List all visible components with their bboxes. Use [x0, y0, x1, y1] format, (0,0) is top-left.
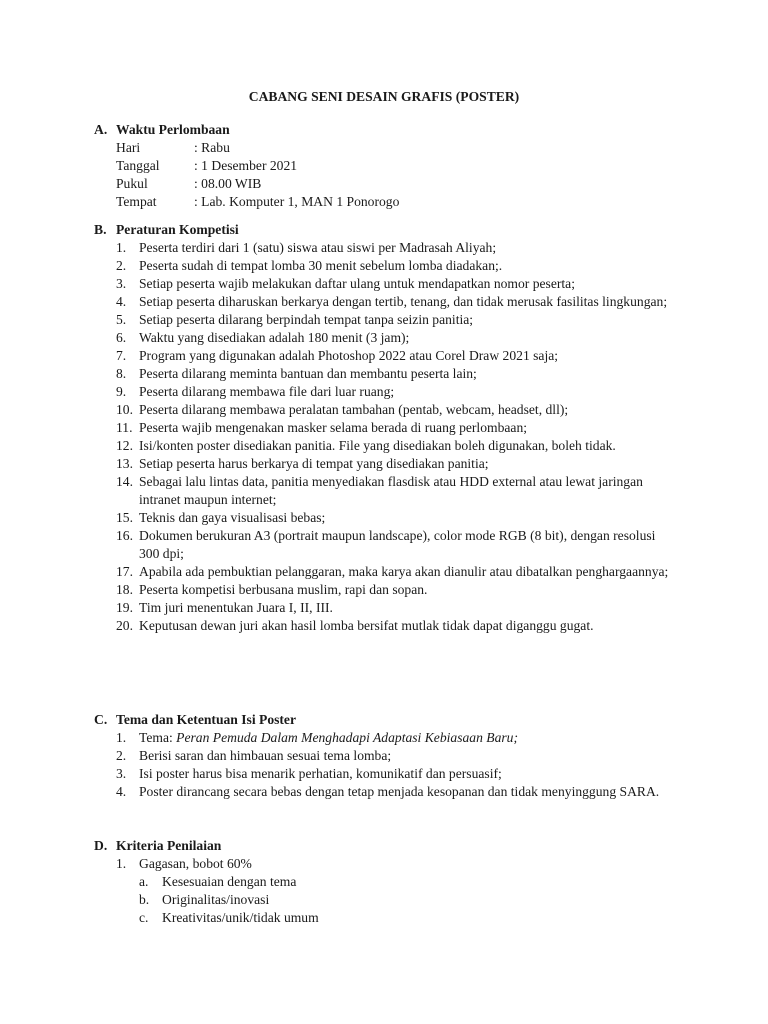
list-text: Peserta dilarang membawa file dari luar ruang;: [139, 384, 395, 399]
list-number: 2.: [116, 258, 127, 273]
list-number: 19.: [116, 600, 133, 615]
rule-item: [116, 365, 674, 383]
list-number: 12.: [116, 438, 133, 453]
section-waktu-perlombaan: [94, 121, 674, 211]
rules-list: [116, 239, 674, 635]
list-number: 2.: [116, 748, 127, 763]
list-number: 1.: [116, 856, 127, 871]
info-label: Pukul: [116, 176, 148, 191]
list-text: Peserta kompetisi berbusana muslim, rapi dan sopan.: [139, 582, 428, 597]
rule-item: [116, 563, 674, 581]
list-number: 7.: [116, 348, 127, 363]
list-number: 1.: [116, 240, 127, 255]
info-value: : 1 Desember 2021: [194, 158, 298, 173]
info-label: Hari: [116, 140, 141, 155]
list-number: a.: [139, 874, 149, 889]
list-number: 8.: [116, 366, 127, 381]
info-value: : 08.00 WIB: [194, 176, 262, 191]
info-label: Tempat: [116, 194, 157, 209]
rule-item: [116, 329, 674, 347]
list-number: 4.: [116, 784, 127, 799]
list-text: Peserta dilarang membawa peralatan tambahan (pentab, webcam, headset, dll);: [139, 402, 569, 417]
list-text: Setiap peserta harus berkarya di tempat yang disediakan panitia;: [139, 456, 489, 471]
section-heading: [94, 837, 674, 855]
list-text: Kesesuaian dengan tema: [162, 874, 297, 889]
info-row-pukul: [116, 175, 674, 193]
list-item: [116, 747, 674, 765]
list-item: [116, 855, 674, 873]
list-number: 5.: [116, 312, 127, 327]
list-text: [139, 729, 674, 747]
list-text: Setiap peserta dilarang berpindah tempat tanpa seizin panitia;: [139, 312, 474, 327]
list-number: 15.: [116, 510, 133, 525]
list-text: Originalitas/inovasi: [162, 892, 270, 907]
info-label: Tanggal: [116, 158, 160, 173]
sub-list-item: [139, 909, 674, 927]
list-text: Kreativitas/unik/tidak umum: [162, 910, 319, 925]
rule-item: [116, 257, 674, 275]
list-text: Tim juri menentukan Juara I, II, III.: [139, 600, 333, 615]
section-heading: [94, 121, 674, 139]
info-row-hari: [116, 139, 674, 157]
list-text: Teknis dan gaya visualisasi bebas;: [139, 510, 326, 525]
list-number: 16.: [116, 528, 133, 543]
section-title: Tema dan Ketentuan Isi Poster: [116, 712, 296, 727]
list-number: c.: [139, 910, 149, 925]
rule-item: [116, 581, 674, 599]
list-text: Peserta wajib mengenakan masker selama berada di ruang perlombaan;: [139, 420, 528, 435]
list-number: b.: [139, 892, 150, 907]
list-number: 18.: [116, 582, 133, 597]
rule-item: [116, 275, 674, 293]
list-text: Peserta dilarang meminta bantuan dan membantu peserta lain;: [139, 366, 477, 381]
section-peraturan-kompetisi: [94, 221, 674, 635]
list-text: Keputusan dewan juri akan hasil lomba bersifat mutlak tidak dapat diganggu gugat.: [139, 618, 594, 633]
theme-value: Peran Pemuda Dalam Menghadapi Adaptasi Kebiasaan Baru;: [176, 730, 519, 745]
rule-item: [116, 347, 674, 365]
section-letter: B.: [94, 222, 107, 237]
rule-item: [116, 455, 674, 473]
info-row-tanggal: [116, 157, 674, 175]
section-letter: C.: [94, 712, 108, 727]
list-text: Dokumen berukuran A3 (portrait maupun landscape), color mode RGB (8 bit), dengan resolusi 300 dpi;: [139, 528, 656, 561]
list-text: Apabila ada pembuktian pelanggaran, maka karya akan dianulir atau dibatalkan penghargaannya;: [139, 564, 669, 579]
list-text: Peserta terdiri dari 1 (satu) siswa atau siswi per Madrasah Aliyah;: [139, 240, 497, 255]
list-number: 13.: [116, 456, 133, 471]
list-number: 17.: [116, 564, 133, 579]
list-text: Isi poster harus bisa menarik perhatian, komunikatif dan persuasif;: [139, 766, 502, 781]
section-title: Peraturan Kompetisi: [116, 222, 239, 237]
list-number: 9.: [116, 384, 127, 399]
list-text: Peserta sudah di tempat lomba 30 menit sebelum lomba diadakan;.: [139, 258, 503, 273]
theme-items: [116, 747, 674, 801]
list-item: [116, 783, 674, 801]
rule-item: [116, 473, 674, 509]
section-kriteria-penilaian: [94, 837, 674, 927]
list-item: [116, 729, 674, 747]
section-title: Kriteria Penilaian: [116, 838, 222, 853]
rule-item: [116, 509, 674, 527]
rule-item: [116, 239, 674, 257]
rule-item: [116, 599, 674, 617]
info-row-tempat: [116, 193, 674, 211]
list-number: 3.: [116, 276, 127, 291]
rule-item: [116, 437, 674, 455]
section-title: Waktu Perlombaan: [116, 122, 230, 137]
sub-list-item: [139, 891, 674, 909]
list-text: Setiap peserta wajib melakukan daftar ulang untuk mendapatkan nomor peserta;: [139, 276, 575, 291]
criteria-sub-list: [139, 873, 674, 927]
list-text: Berisi saran dan himbauan sesuai tema lomba;: [139, 748, 392, 763]
list-number: 14.: [116, 474, 133, 489]
sub-list-item: [139, 873, 674, 891]
rule-item: [116, 401, 674, 419]
list-number: 3.: [116, 766, 127, 781]
list-text: Isi/konten poster disediakan panitia. File yang disediakan boleh digunakan, boleh tidak.: [139, 438, 616, 453]
info-value: : Rabu: [194, 140, 230, 155]
rule-item: [116, 527, 674, 563]
document-title: CABANG SENI DESAIN GRAFIS (POSTER): [248, 89, 520, 104]
rule-item: [116, 419, 674, 437]
list-number: 4.: [116, 294, 127, 309]
list-number: 11.: [116, 420, 133, 435]
list-item: [116, 765, 674, 783]
list-text: Gagasan, bobot 60%: [139, 856, 252, 871]
list-text: Setiap peserta diharuskan berkarya dengan tertib, tenang, dan tidak merusak fasilitas lingkungan;: [139, 294, 668, 309]
section-heading: [94, 711, 674, 729]
list-number: 20.: [116, 618, 133, 633]
info-value: : Lab. Komputer 1, MAN 1 Ponorogo: [194, 194, 400, 209]
rule-item: [116, 617, 674, 635]
list-number: 10.: [116, 402, 133, 417]
list-number: 1.: [116, 730, 127, 745]
criteria-list: [116, 855, 674, 927]
rule-item: [116, 311, 674, 329]
theme-list: [116, 729, 674, 801]
section-heading: [94, 221, 674, 239]
rule-item: [116, 293, 674, 311]
section-tema-ketentuan: [94, 711, 674, 801]
theme-prefix: Tema:: [139, 730, 177, 745]
list-text: Sebagai lalu lintas data, panitia menyediakan flasdisk atau HDD external atau lewat jaringan intranet maupun internet;: [139, 474, 643, 507]
list-number: 6.: [116, 330, 127, 345]
section-letter: D.: [94, 838, 108, 853]
list-text: Poster dirancang secara bebas dengan tetap menjada kesopanan dan tidak menyinggung SARA.: [139, 784, 660, 799]
rule-item: [116, 383, 674, 401]
section-letter: A.: [94, 122, 108, 137]
list-text: Program yang digunakan adalah Photoshop 2022 atau Corel Draw 2021 saja;: [139, 348, 559, 363]
list-text: Waktu yang disediakan adalah 180 menit (3 jam);: [139, 330, 410, 345]
